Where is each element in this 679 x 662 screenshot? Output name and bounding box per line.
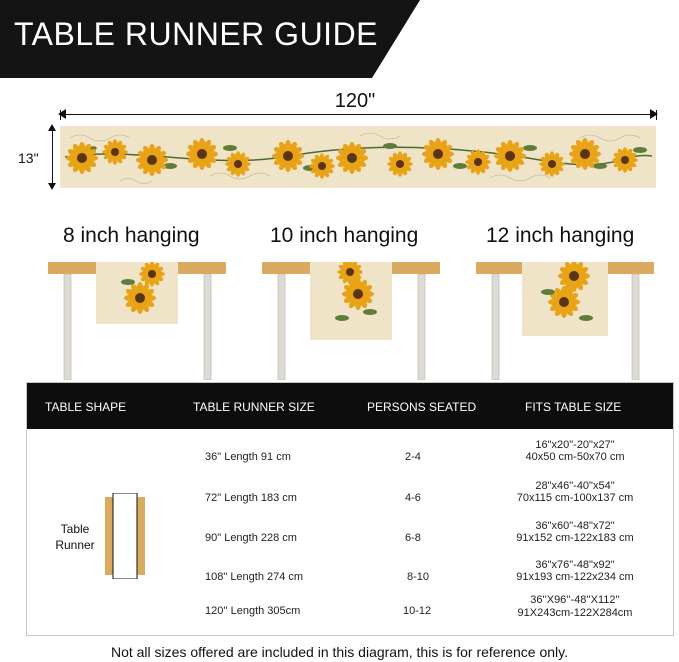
row-1-persons: 2-4 xyxy=(405,451,421,463)
table-8-inch-illustration xyxy=(48,262,226,380)
row-2-fits-line1: 28"x46"-40"x54" xyxy=(535,480,615,492)
length-tick-left xyxy=(60,110,61,120)
row-4-persons: 8-10 xyxy=(407,571,430,583)
row-3-persons: 6-8 xyxy=(405,532,421,544)
row-4-size: 108" Length 274 cm xyxy=(205,571,304,583)
row-4-fits-line2: 91x193 cm-122x234 cm xyxy=(516,571,634,583)
hanging-label-10: 10 inch hanging xyxy=(270,224,419,247)
header-persons-seated: PERSONS SEATED xyxy=(367,400,477,414)
header-runner-size: TABLE RUNNER SIZE xyxy=(193,400,315,414)
table-10-inch-illustration xyxy=(262,262,440,380)
hanging-label-8: 8 inch hanging xyxy=(63,224,200,247)
length-tick-right xyxy=(656,110,657,120)
row-1-fits-line1: 16"x20"-20"x27" xyxy=(535,439,615,451)
row-5-persons: 10-12 xyxy=(403,605,432,617)
shape-label-line1: Table xyxy=(60,522,90,536)
width-dimension-line xyxy=(52,126,53,188)
table-12-inch-illustration xyxy=(476,262,654,380)
row-5-fits-line1: 36''X96''-48''X112'' xyxy=(530,594,620,606)
table-header xyxy=(27,383,673,429)
row-3-fits-line1: 36"x60"-48"x72" xyxy=(535,520,615,532)
row-3-fits-line2: 91x152 cm-122x183 cm xyxy=(516,532,634,544)
row-5-fits-line2: 91X243cm-122X284cm xyxy=(517,607,633,619)
footnote: Not all sizes offered are included in this diagram, this is for reference only. xyxy=(110,644,569,660)
length-dimension-line xyxy=(60,114,656,115)
row-2-size: 72" Length 183 cm xyxy=(205,492,297,504)
row-1-fits-line2: 40x50 cm-50x70 cm xyxy=(525,451,625,463)
header-table-shape: TABLE SHAPE xyxy=(45,400,127,414)
row-4-fits-line1: 36"x76"-48"x92" xyxy=(535,559,615,571)
row-1-size: 36" Length 91 cm xyxy=(205,451,291,463)
header-fits-table-size: FITS TABLE SIZE xyxy=(525,400,622,414)
hanging-label-12: 12 inch hanging xyxy=(486,224,635,247)
length-label: 120" xyxy=(334,90,376,112)
table-shape-label xyxy=(47,521,103,553)
sunflower-runner-image xyxy=(60,126,656,188)
arrow-down-icon xyxy=(48,183,56,190)
runner-shape-icon xyxy=(103,493,147,579)
arrow-up-icon xyxy=(48,124,56,131)
width-label: 13" xyxy=(18,150,39,166)
size-table xyxy=(26,382,674,636)
page-title: TABLE RUNNER GUIDE xyxy=(14,16,379,52)
row-2-persons: 4-6 xyxy=(405,492,421,504)
shape-label-line2: Runner xyxy=(55,538,95,552)
row-3-size: 90" Length 228 cm xyxy=(205,532,297,544)
row-2-fits-line2: 70x115 cm-100x137 cm xyxy=(516,492,634,504)
row-5-size: 120'' Length 305cm xyxy=(205,605,301,617)
